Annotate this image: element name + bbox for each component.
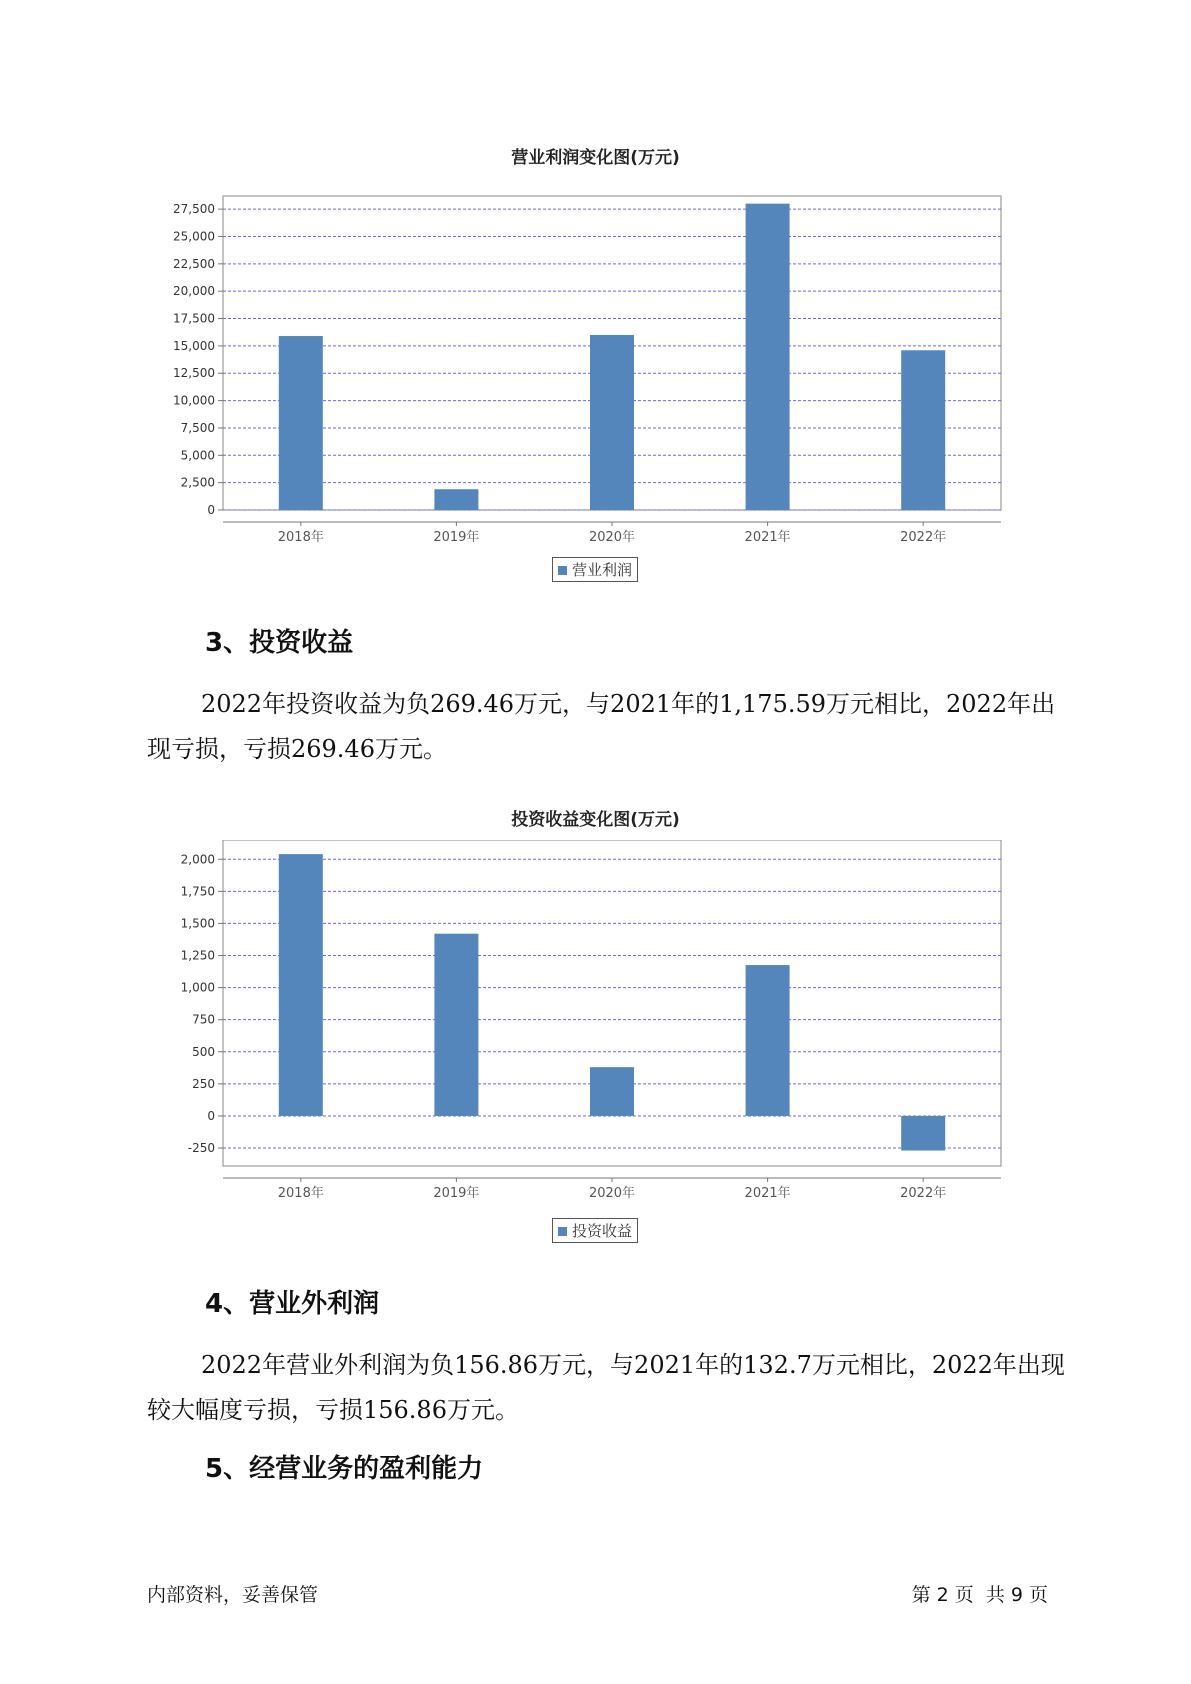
bar [746,204,790,510]
y-tick-label: 2,500 [180,475,215,490]
y-tick-label: 1,500 [180,916,215,931]
y-tick-label: 500 [192,1044,215,1059]
x-tick-label: 2021年 [744,530,791,545]
plot-area [223,840,1001,1166]
y-tick-label: -250 [187,1141,215,1156]
footer-page-number: 第 2 页 共 9 页 [911,1584,1048,1606]
bar [434,934,478,1116]
x-tick-label: 2020年 [588,530,636,545]
y-tick-label: 0 [207,1108,215,1123]
bar [590,1067,634,1116]
section-heading-3: 3、投资收益 [205,628,354,658]
section-paragraph-3: 2022年投资收益为负269.46万元，与2021年的1,175.59万元相比，2022年出现亏损，亏损269.46万元。 [147,690,1056,763]
legend-label: 投资收益 [572,1222,633,1240]
bar [746,965,790,1116]
operating-profit-chart [0,180,1191,580]
y-tick-label: 5,000 [180,448,215,463]
legend-label: 营业利润 [572,561,633,579]
x-tick-label: 2019年 [433,530,480,545]
bar [279,854,323,1116]
chart2-title: 投资收益变化图(万元) [511,810,680,830]
x-tick-label: 2022年 [900,530,947,545]
bar [901,1116,945,1151]
y-tick-label: 25,000 [173,229,215,244]
chart2-legend [552,1218,638,1243]
y-tick-label: 17,500 [173,311,215,326]
y-tick-label: 2,000 [180,852,215,867]
x-tick-label: 2019年 [433,1186,480,1201]
y-tick-label: 1,000 [180,980,215,995]
investment-income-chart [0,840,1191,1240]
x-tick-label: 2018年 [277,530,324,545]
y-tick-label: 0 [207,503,215,517]
bar [434,489,478,510]
y-tick-label: 15,000 [173,338,215,353]
section-paragraph-4: 2022年营业外利润为负156.86万元，与2021年的132.7万元相比，2022年出现较大幅度亏损，亏损156.86万元。 [147,1351,1065,1424]
y-tick-label: 1,250 [180,948,215,963]
y-tick-label: 10,000 [173,393,215,408]
section-heading-4: 4、营业外利润 [205,1289,380,1319]
chart1-legend [552,557,638,582]
x-tick-label: 2018年 [277,1186,324,1201]
y-tick-label: 7,500 [180,420,215,435]
y-tick-label: 22,500 [173,256,215,271]
y-tick-label: 1,750 [180,884,215,899]
y-tick-label: 27,500 [173,202,215,217]
x-tick-label: 2020年 [588,1186,636,1201]
bar [279,336,323,510]
y-tick-label: 750 [192,1012,215,1027]
y-tick-label: 12,500 [173,366,215,381]
y-tick-label: 250 [192,1076,215,1091]
x-tick-label: 2022年 [900,1186,947,1201]
bar [590,335,634,510]
y-tick-label: 20,000 [173,284,215,299]
bar [901,350,945,510]
chart1-title: 营业利润变化图(万元) [511,148,680,168]
legend-swatch [558,1227,567,1236]
section-heading-5: 5、经营业务的盈利能力 [205,1454,484,1484]
legend-swatch [558,566,567,575]
x-tick-label: 2021年 [744,1186,791,1201]
footer-left: 内部资料，妥善保管 [147,1584,319,1606]
